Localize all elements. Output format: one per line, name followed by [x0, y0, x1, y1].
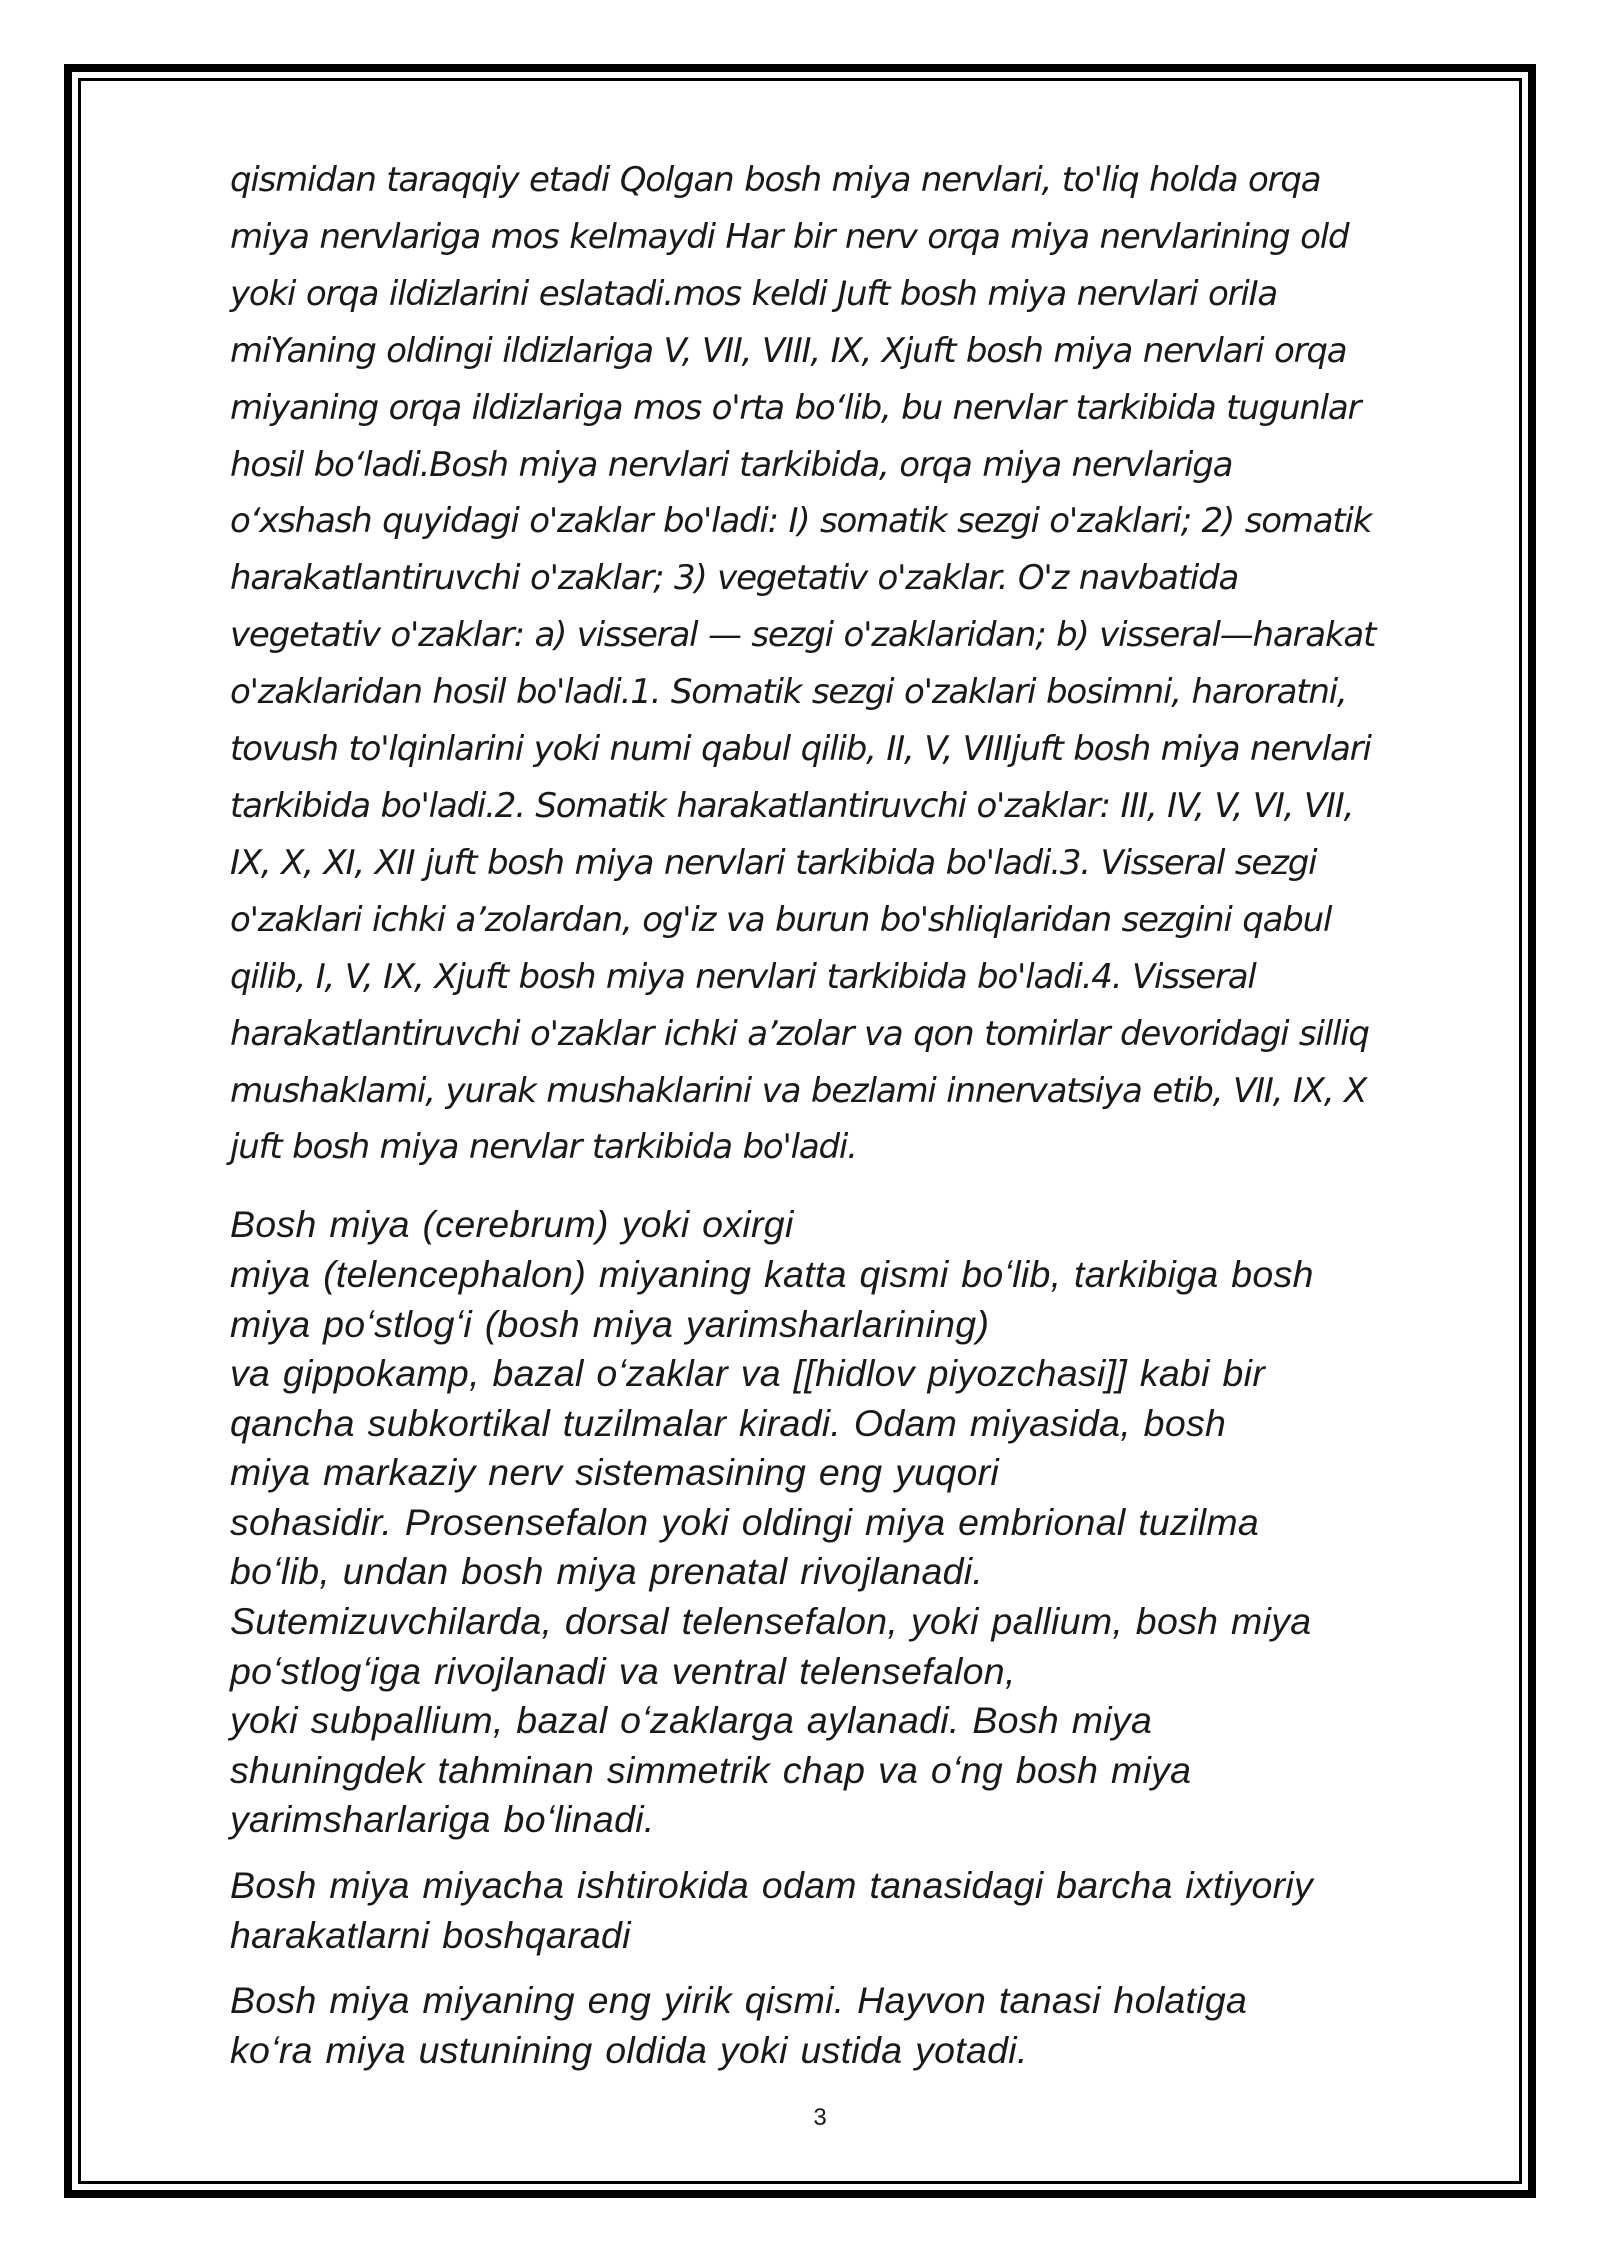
paragraph-cranial-nerves: qismidan taraqqiy etadi Qolgan bosh miya nervlari, to'liq holda orqa miya nervlariga mos kelmaydi Har bir nerv orqa miya nervlarining old yoki orqa ildizlarini eslatadi.mos keldi Juft bosh miya nervlari oriIa miYaning oldingi ildizlariga V, VII, VIII, IX, Xjuft bosh miya nervlari orqa miyaning orqa ildizlariga mos o'rta boʻlib, bu nervlar tarkibida tugunlar hosil boʻladi.Bosh miya nervlari tarkibida, orqa miya nervlariga oʻxshash quyidagi o'zaklar bo'ladi: I) somatik sezgi o'zaklari; 2) somatik harakatlantiruvchi o'zaklar; 3) vegetativ o'zaklar. O'z navbatida vegetativ o'zaklar: a) visseral — sezgi o'zaklaridan; b) visseral—harakat o'zaklaridan hosil bo'ladi.1. Somatik sezgi o'zaklari bosimni, haroratni, tovush to'lqinlarini yoki numi qabul qilib, II, V, VIIIjuft bosh miya nervlari tarkibida bo'ladi.2. Somatik harakatlantiruvchi o'zaklar: III, IV, V, VI, VII, IX, X, XI, XII juft bosh miya nervlari tarkibida bo'ladi.3. Visseral sezgi o'zaklari ichki a’zolardan, og'iz va burun bo'shliqlaridan sezgini qabul qilib, I, V, IX, Xjuft bosh miya nervlari tarkibida bo'ladi.4. Visseral harakatlantiruvchi o'zaklar ichki a’zolar va qon tomirlar devoridagi silliq mushaklami, yurak mushaklarini va bezlami innervatsiya etib, VII, IX, X juft bosh miya nervlar tarkibida bo'ladi.	[230, 160, 1376, 1168]
paragraph-voluntary-movements: Bosh miya miyacha ishtirokida odam tanasidagi barcha ixtiyoriy harakatlarni boshqaradi	[230, 1864, 1314, 1956]
paragraph-cerebrum: Bosh miya (cerebrum) yoki oxirgi miya (telencephalon) miyaning katta qismi boʻlib, tarkibiga bosh miya poʻstlogʻi (bosh miya yarimsharlarining) va gippokamp, bazal oʻzaklar va [[hidlov piyozchasi]] kabi bir qancha subkortikal tuzilmalar kiradi. Odam miyasida, bosh miya markaziy nerv sistemasining eng yuqori sohasidir. Prosensefalon yoki oldingi miya embrional tuzilma boʻlib, undan bosh miya prenatal rivojlanadi. Sutemizuvchilarda, dorsal telensefalon, yoki pallium, bosh miya poʻstlogʻiga rivojlanadi va ventral telensefalon, yoki subpallium, bazal oʻzaklarga aylanadi. Bosh miya shuningdek tahminan simmetrik chap va oʻng bosh miya yarimsharlariga boʻlinadi.	[230, 1203, 1314, 1841]
paragraph-largest-part: Bosh miya miyaning eng yirik qismi. Hayvon tanasi holatiga koʻra miya ustunining oldida yoki ustida yotadi.	[230, 1979, 1248, 2071]
page-number: 3	[813, 2104, 827, 2131]
page-content	[230, 152, 1500, 2075]
